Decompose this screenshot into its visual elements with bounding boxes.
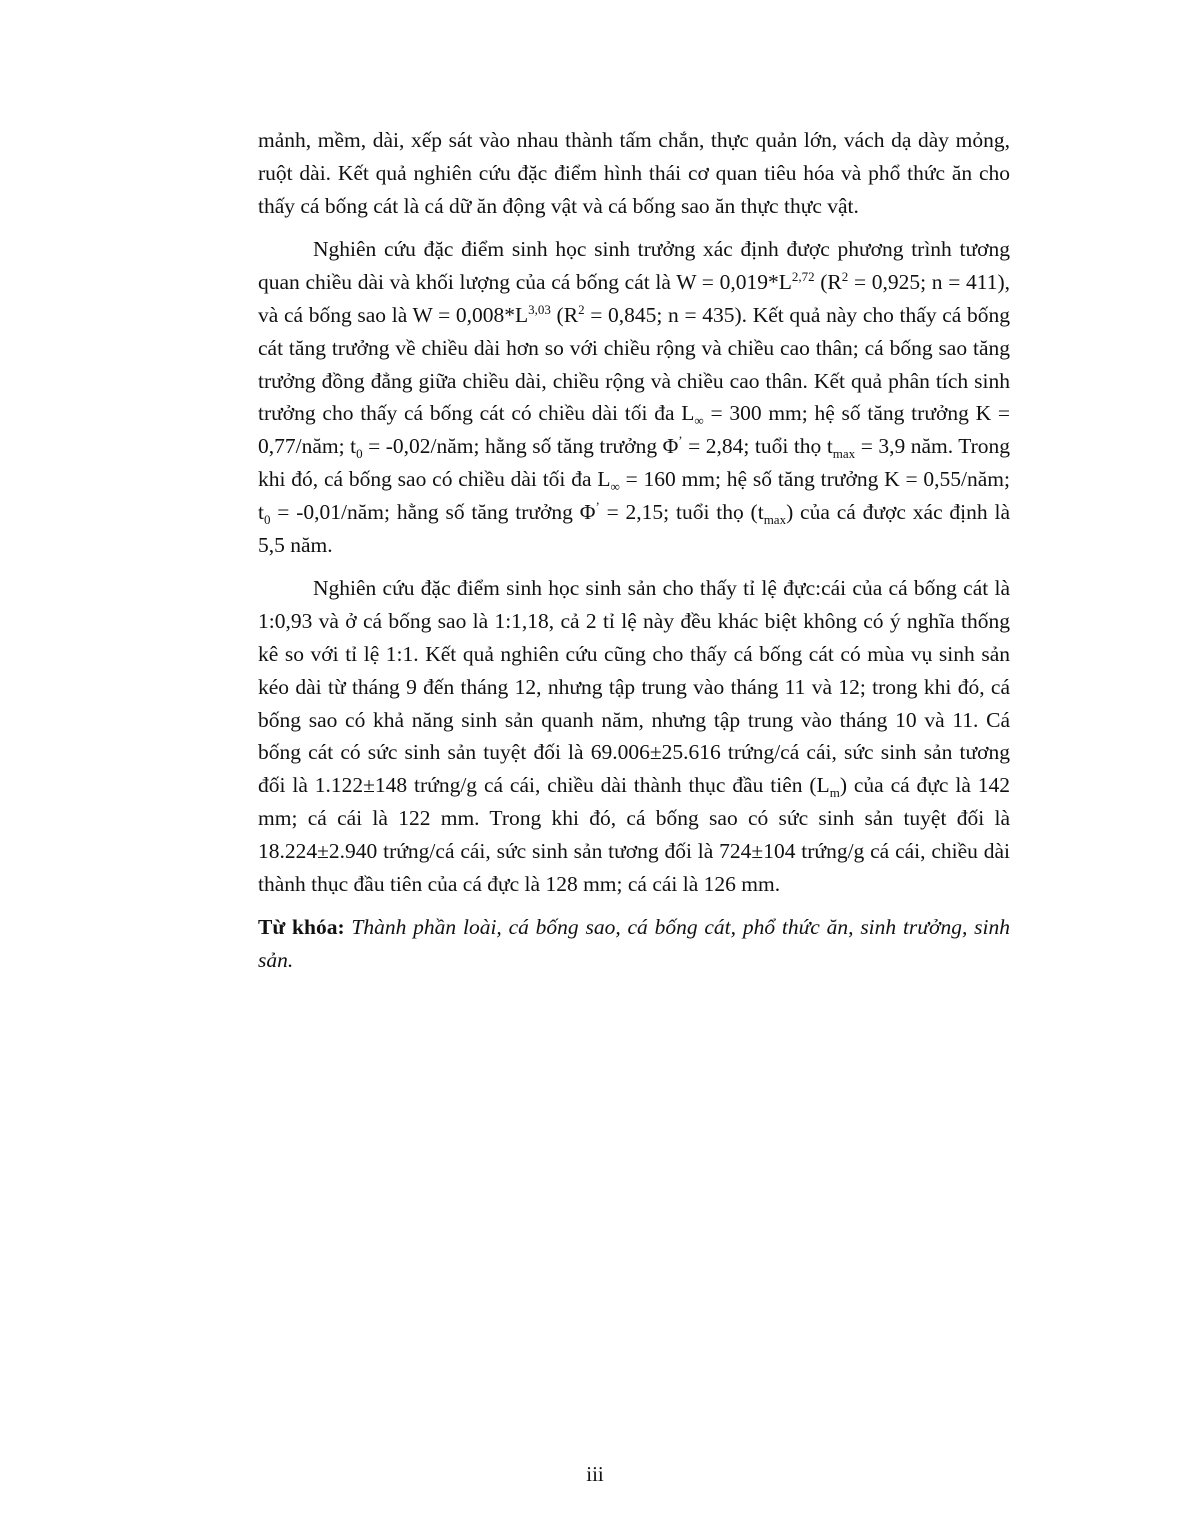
growth-text-10: = 160 mm; hệ số tăng trưởng K = 0,55/năm; t: [258, 466, 1010, 524]
keywords-label: Từ khóa:: [258, 915, 345, 940]
growth-sub-5: 0: [263, 511, 271, 527]
reproduction-sub-1: m: [829, 785, 840, 801]
reproduction-text-2: ) của cá đực là 142 mm; cá cái là 122 mm. Trong khi đó, cá bống sao có sức sinh sản tuyệt đối là 18.224±2.940 trứng/cá cái, sức sinh sản tương đối là 724±104 trứng/g cá cái, chiều dài thành thục đầu tiên của cá đực là 128 mm; cá cái là 126 mm.: [258, 773, 1011, 896]
paragraph-digestive-summary: mảnh, mềm, dài, xếp sát vào nhau thành tấm chắn, thực quản lớn, vách dạ dày mỏng, ruột dài. Kết quả nghiên cứu đặc điểm hình thái cơ quan tiêu hóa và phổ thức ăn cho thấy cá bống cát là cá dữ ăn động vật và cá bống sao ăn thực thực vật.: [258, 128, 1010, 218]
reproduction-text-1: Nghiên cứu đặc điểm sinh học sinh sản cho thấy tỉ lệ đực:cái của cá bống cát là 1:0,93 và ở cá bống sao là 1:1,18, cả 2 tỉ lệ này đều khác biệt không có ý nghĩa thống kê so với tỉ lệ 1:1. Kết quả nghiên cứu cũng cho thấy cá bống cát có mùa vụ sinh sản kéo dài từ tháng 9 đến tháng 12, nhưng tập trung vào tháng 11 và 12; trong khi đó, cá bống sao có khả năng sinh sản quanh năm, nhưng tập trung vào tháng 10 và 11. Cá bống cát có sức sinh sản tuyệt đối là 69.006±25.616 trứng/cá cái, sức sinh sản tương đối là 1.122±148 trứng/g cá cái, chiều dài thành thục đầu tiên (L: [258, 576, 1010, 798]
growth-text-1: Nghiên cứu đặc điểm sinh học sinh trưởng xác định được phương trình tương quan chiều dài và khối lượng của cá bống cát là W = 0,019*L: [258, 237, 1010, 295]
growth-sup-2: 2: [841, 269, 849, 285]
growth-text-12: = 2,15; tuổi thọ (t: [599, 499, 764, 524]
growth-sub-3: max: [832, 446, 856, 462]
paragraph-reproduction: [258, 572, 1010, 900]
growth-sup-4: 2: [578, 301, 585, 317]
growth-text-6: = 300 mm; hệ số tăng trưởng K = 0,77/năm; t: [258, 401, 1011, 459]
paragraph-growth: [258, 233, 1010, 561]
growth-text-4: (R: [550, 302, 579, 327]
growth-text-13: ) của cá được xác định là 5,5 năm.: [258, 499, 1010, 557]
growth-text-3: = 0,925; n = 411), và cá bống sao là W = 0,008*L: [258, 270, 1011, 327]
growth-text-5: = 0,845; n = 435). Kết quả này cho thấy cá bống cát tăng trưởng về chiều dài hơn so với chiều rộng và chiều cao thân; cá bống sao tăng trưởng đồng đẳng giữa chiều dài, chiều rộng và chiều cao thân. Kết quả phân tích sinh trưởng cho thấy cá bống cát có chiều dài tối đa L: [258, 302, 1011, 426]
page-number: iii: [586, 1462, 604, 1486]
growth-text-8: = 2,84; tuổi thọ t: [682, 434, 833, 459]
growth-sub-6: max: [763, 511, 787, 527]
page-body: [258, 124, 1010, 977]
growth-sup-3: 3,03: [528, 301, 551, 317]
growth-text-9: = 3,9 năm. Trong khi đó, cá bống sao có chiều dài tối đa L: [258, 434, 1011, 491]
growth-sub-2: 0: [356, 446, 363, 462]
growth-sup-6: ’: [595, 498, 600, 514]
growth-sup-5: ’: [678, 433, 683, 449]
growth-text-7: = -0,02/năm; hằng số tăng trưởng Φ: [362, 434, 679, 459]
growth-sub-1: ∞: [694, 413, 704, 429]
keywords-text: Thành phần loài, cá bống sao, cá bống cát, phổ thức ăn, sinh trưởng, sinh sản.: [258, 915, 1010, 973]
growth-sub-4: ∞: [610, 478, 620, 494]
keywords-line: [258, 911, 1010, 977]
growth-text-11: = -0,01/năm; hằng số tăng trưởng Φ: [270, 499, 596, 524]
growth-sup-1: 2,72: [791, 269, 815, 285]
growth-text-2: (R: [814, 270, 842, 295]
